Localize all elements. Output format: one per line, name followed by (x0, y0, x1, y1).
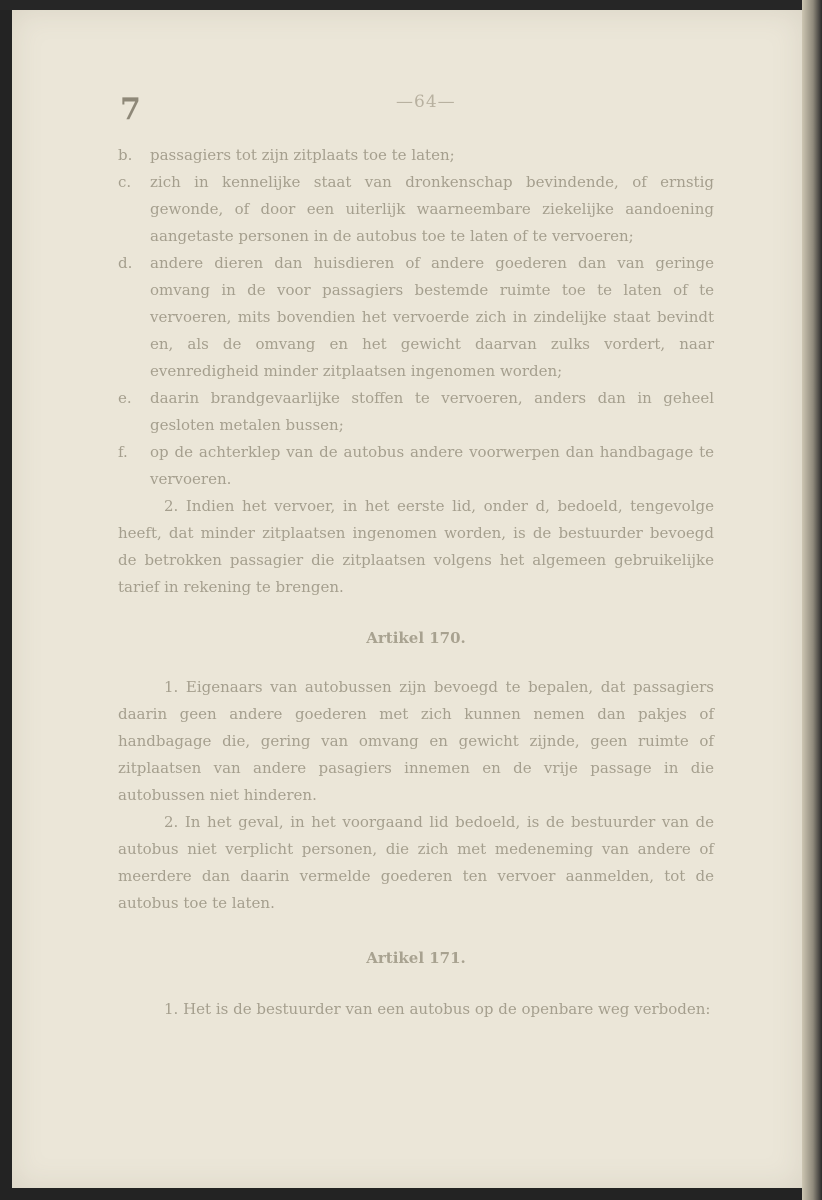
list-item-b (118, 142, 714, 169)
list-item-d (118, 250, 714, 385)
list-item-label: b. (118, 146, 133, 164)
page-spine-edge (802, 0, 822, 1200)
article-171-paragraph-1: 1. Het is de bestuurder van een autobus op de openbare weg verboden: (164, 1000, 711, 1018)
list-item-text: zich in kennelijke staat van dronkenschap bevindende, of ernstig gewonde, of door een uiterlijk waarneembare ziekelijke aandoening aangetaste personen in de autobus toe te laten of te vervoeren; (150, 173, 714, 245)
article-171-heading: Artikel 171. (366, 949, 466, 967)
page-mark: 7 (120, 92, 141, 127)
list-item-text: daarin brandgevaarlijke stoffen te vervoeren, anders dan in geheel gesloten metalen bussen; (150, 389, 714, 434)
paragraph-2: 2. Indien het vervoer, in het eerste lid, onder d, bedoeld, tengevolge heeft, dat minder zitplaatsen ingenomen worden, is de bestuurder bevoegd de betrokken passagier die zitplaatsen volgens het algemeen gebruikelijke tarief in rekening te brengen. (118, 497, 714, 596)
article-170-heading: Artikel 170. (366, 629, 466, 647)
list-item-label: d. (118, 254, 133, 272)
list-item-label: e. (118, 389, 132, 407)
list-item-label: c. (118, 173, 132, 191)
list-item-c (118, 169, 714, 250)
list-item-label: f. (118, 443, 128, 461)
scan-top-edge (0, 0, 822, 10)
list-item-text: andere dieren dan huisdieren of andere goederen dan van geringe omvang in de voor passagiers bestemde ruimte toe te laten of te vervoeren, mits bovendien het vervoerde zich in zindelijke staat bevindt en, als de omvang en het gewicht daarvan zulks vordert, naar evenredigheid minder zitplaatsen ingenomen worden; (150, 254, 714, 380)
list-item-text: op de achterklep van de autobus andere voorwerpen dan handbagage te vervoeren. (150, 443, 714, 488)
article-170-paragraph-1: 1. Eigenaars van autobussen zijn bevoegd te bepalen, dat passagiers daarin geen andere goederen met zich kunnen nemen dan pakjes of handbagage die, gering van omvang en gewicht zijnde, geen ruimte of zitplaatsen van andere pasagiers innemen en de vrije passage in die autobussen niet hinderen. (118, 678, 714, 804)
list-item-e (118, 385, 714, 439)
list-item-f (118, 439, 714, 493)
article-170-paragraph-2: 2. In het geval, in het voorgaand lid bedoeld, is de bestuurder van de autobus niet verplicht personen, die zich met medeneming van andere of meerdere dan daarin vermelde goederen ten vervoer aanmelden, tot de autobus toe te laten. (118, 813, 714, 912)
document-text (118, 142, 714, 1023)
page-number: —64— (396, 92, 456, 112)
list-item-text: passagiers tot zijn zitplaats toe te laten; (150, 146, 455, 164)
